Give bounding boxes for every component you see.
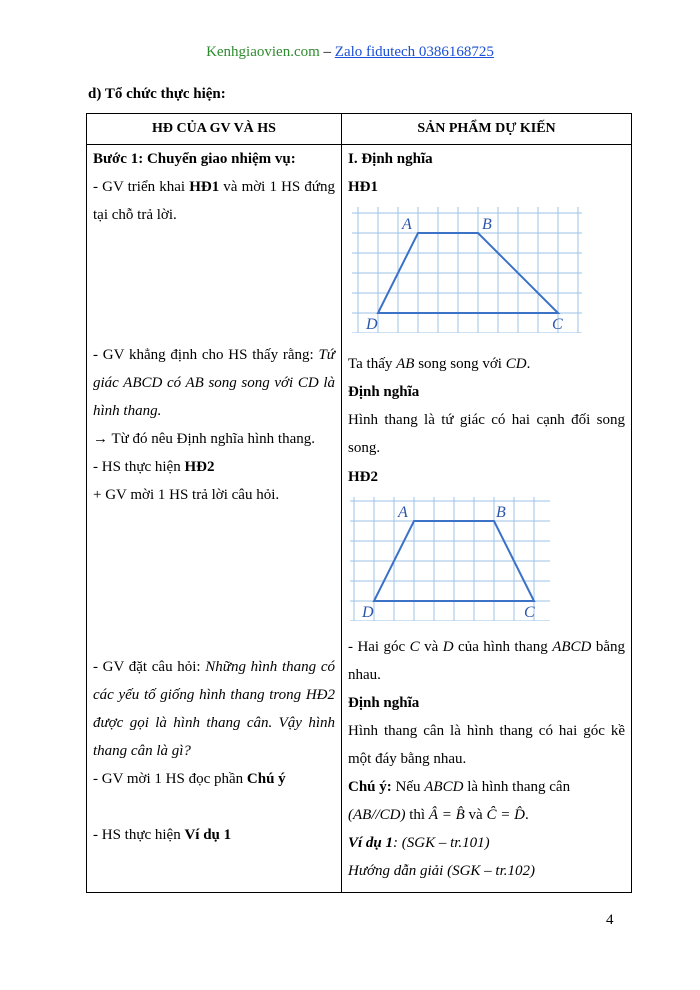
- label-b: B: [482, 216, 492, 233]
- definition-2: Hình thang cân là hình thang có hai góc kề một đáy bằng nhau.: [348, 723, 625, 767]
- header-separator: –: [319, 44, 335, 60]
- page-number: 4: [606, 912, 614, 928]
- right-cell: [342, 145, 632, 893]
- label-d: D: [366, 316, 378, 333]
- trapezoid-figure-2: [350, 497, 550, 621]
- tu-do-text: → Từ đó nêu Định nghĩa hình thang.: [93, 431, 315, 447]
- doc-chu-y-text: - GV mời 1 HS đọc phần Chú ý: [93, 771, 286, 787]
- site-name[interactable]: Kenhgiaovien.com: [206, 44, 320, 60]
- section-title: d) Tổ chức thực hiện:: [88, 86, 226, 102]
- hs-thuc-hien-hd2: - HS thực hiện HĐ2: [93, 459, 215, 475]
- trapezoid-figure-1: [352, 207, 582, 333]
- dinh-nghia-heading-1: Định nghĩa: [348, 384, 420, 400]
- khang-dinh-text: - GV khẳng định cho HS thấy rằng: Tứ giác ABCD có AB song song với CD là hình thang.: [93, 347, 335, 419]
- page-header: [0, 44, 700, 61]
- activity-table: [86, 113, 632, 893]
- label-c: C: [552, 316, 563, 333]
- left-cell: [87, 145, 342, 893]
- label-a: A: [402, 216, 412, 233]
- chu-y-note: Chú ý: Nếu ABCD là hình thang cân (AB//CD) thì Â = B̂ và Ĉ = D̂.: [348, 779, 571, 823]
- col1-header: HĐ CỦA GV VÀ HS: [87, 114, 342, 145]
- label-a2: A: [398, 504, 408, 521]
- dinh-nghia-heading-2: Định nghĩa: [348, 695, 420, 711]
- vi-du-ref: Ví dụ 1: (SGK – tr.101): [348, 835, 490, 851]
- label-b2: B: [496, 504, 506, 521]
- hd1-label: HĐ1: [348, 179, 378, 195]
- col2-header: SẢN PHẨM DỰ KIẾN: [342, 114, 632, 145]
- hd2-label: HĐ2: [348, 469, 378, 485]
- dinh-nghia-title: I. Định nghĩa: [348, 151, 433, 167]
- hai-goc-text: - Hai góc C và D của hình thang ABCD bằng nhau.: [348, 639, 625, 683]
- step1-label: Bước 1: Chuyển giao nhiệm vụ:: [93, 151, 296, 167]
- huong-dan-text: Hướng dẫn giải (SGK – tr.102): [348, 863, 536, 879]
- dat-cau-hoi-text: - GV đặt câu hỏi: Những hình thang có các yếu tố giống hình thang trong HĐ2 được gọi là hình thang cân. Vậy hình thang cân là gì?: [93, 659, 335, 759]
- contact-link[interactable]: Zalo fidutech 0386168725: [334, 44, 494, 60]
- grid-2: [350, 497, 550, 621]
- trien-khai-text: - GV triển khai HĐ1 và mời 1 HS đứng tại chỗ trả lời.: [93, 179, 336, 223]
- label-d2: D: [362, 604, 374, 621]
- gv-moi-text: + GV mời 1 HS trả lời câu hỏi.: [93, 487, 280, 503]
- definition-1: Hình thang là tứ giác có hai cạnh đối song song.: [348, 412, 625, 456]
- ta-thay-text: Ta thấy AB song song với CD.: [348, 356, 531, 372]
- grid-1: [352, 207, 582, 333]
- vi-du-text: - HS thực hiện Ví dụ 1: [93, 827, 232, 843]
- label-c2: C: [524, 604, 535, 621]
